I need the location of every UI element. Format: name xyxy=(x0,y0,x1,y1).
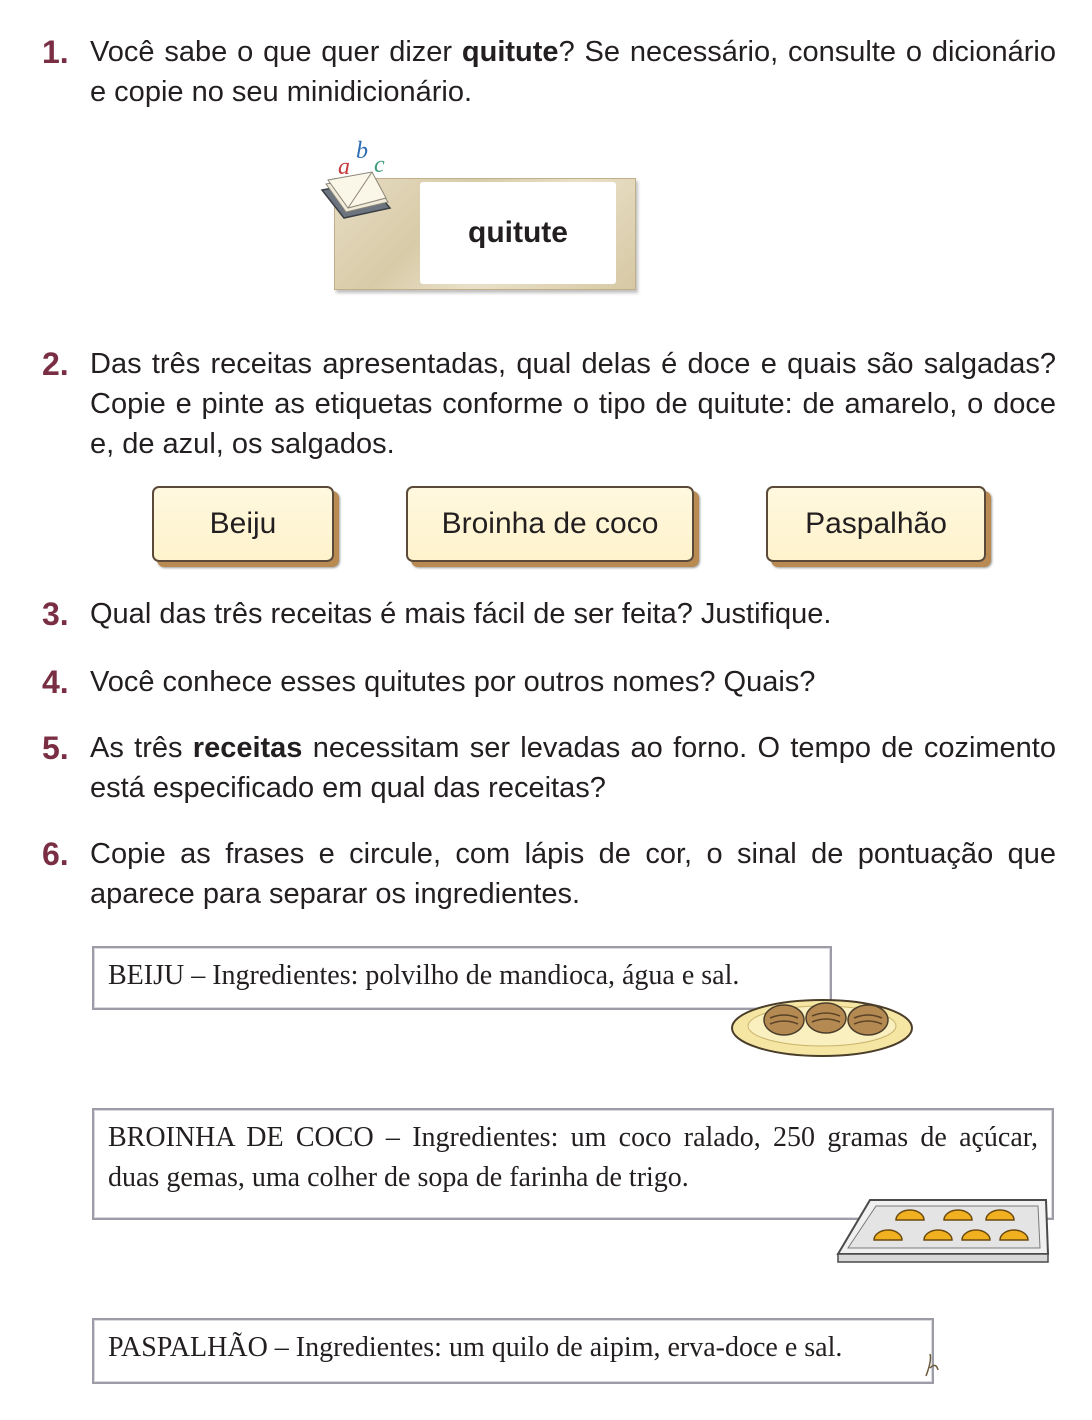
letter-c: c xyxy=(374,152,385,178)
question-number: 6. xyxy=(42,836,69,872)
ingredients-beiju: BEIJU – Ingredientes: polvilho de mandioca, água e sal. xyxy=(92,946,832,1010)
keyword-quitute: quitute xyxy=(461,36,559,68)
broinha-tray-illustration xyxy=(834,1194,1052,1268)
keyword-receitas: receitas xyxy=(192,732,303,764)
book-icon xyxy=(318,138,428,228)
question-4: 4. Você conhece esses quitutes por outros nomes? Quais? xyxy=(42,664,816,700)
label-paspalhao: Paspalhão xyxy=(766,486,986,562)
paspalhao-decoration-icon xyxy=(922,1350,942,1380)
question-number: 1. xyxy=(42,34,69,70)
letter-b: b xyxy=(356,138,368,164)
question-2: 2. Das três receitas apresentadas, qual delas é doce e quais são salgadas? Copie e pinte as etiquetas conforme o tipo de quitute: de amarelo, o doce e, de azul, os salgados. xyxy=(42,346,1056,460)
question-1: 1. Você sabe o que quer dizer quitute? Se necessário, consulte o dicionário e copie no seu minidicionário. xyxy=(42,34,1056,108)
label-broinha-de-coco: Broinha de coco xyxy=(406,486,694,562)
question-5: 5. As três receitas necessitam ser levadas ao forno. O tempo de cozimento está especificado em qual das receitas? xyxy=(42,730,1056,804)
ingredients-paspalhao: PASPALHÃO – Ingredientes: um quilo de aipim, erva-doce e sal. xyxy=(92,1318,934,1384)
label-beiju: Beiju xyxy=(152,486,334,562)
question-number: 2. xyxy=(42,346,69,382)
question-number: 4. xyxy=(42,664,69,700)
ingredients-broinha-de-coco: BROINHA DE COCO – Ingredientes: um coco ralado, 250 gramas de açúcar, duas gemas, uma colher de sopa de farinha de trigo. xyxy=(92,1108,1054,1220)
letter-a: a xyxy=(338,154,350,180)
question-3: 3. Qual das três receitas é mais fácil de ser feita? Justifique. xyxy=(42,596,832,632)
dictionary-word: quitute xyxy=(420,182,616,284)
question-number: 3. xyxy=(42,596,69,632)
question-6: 6. Copie as frases e circule, com lápis de cor, o sinal de pontuação que aparece para separar os ingredientes. xyxy=(42,836,1056,910)
dictionary-card xyxy=(318,138,638,298)
question-number: 5. xyxy=(42,730,69,766)
beiju-plate-illustration xyxy=(728,994,916,1060)
